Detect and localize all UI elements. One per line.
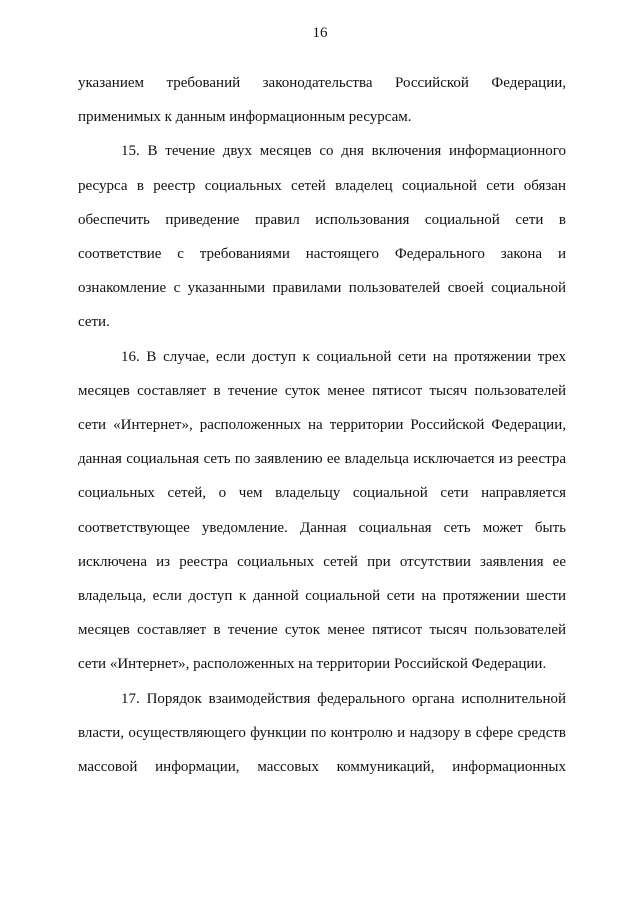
paragraph-continuation: указанием требований законодательства Российской Федерации, применимых к данным информационным ресурсам. bbox=[78, 75, 566, 126]
document-body bbox=[78, 66, 566, 784]
paragraph-16: 16. В случае, если доступ к социальной сети на протяжении трех месяцев составляет в течение суток менее пятисот тысяч пользователей сети «Интернет», расположенных на территории Российской Федерации, данная социальная сеть по заявлению ее владельца исключается из реестра социальных сетей, о чем владельцу социальной сети направляется соответствующее уведомление. Данная социальная сеть может быть исключена из реестра социальных сетей при отсутствии заявления ее владельца, если доступ к данной социальной сети на протяжении шести месяцев составляет в течение суток менее пятисот тысяч пользователей сети «Интернет», расположенных на территории Российской Федерации. bbox=[78, 348, 566, 673]
paragraph-17: 17. Порядок взаимодействия федерального органа исполнительной власти, осуществляющего функции по контролю и надзору в сфере средств массовой информации, массовых коммуникаций, информационных bbox=[78, 690, 566, 776]
paragraph-15: 15. В течение двух месяцев со дня включения информационного ресурса в реестр социальных сетей владелец социальной сети обязан обеспечить приведение правил использования социальной сети в соответствие с требованиями настоящего Федерального закона и ознакомление с указанными правилами пользователей своей социальной сети. bbox=[78, 143, 566, 331]
page-number: 16 bbox=[312, 25, 328, 41]
